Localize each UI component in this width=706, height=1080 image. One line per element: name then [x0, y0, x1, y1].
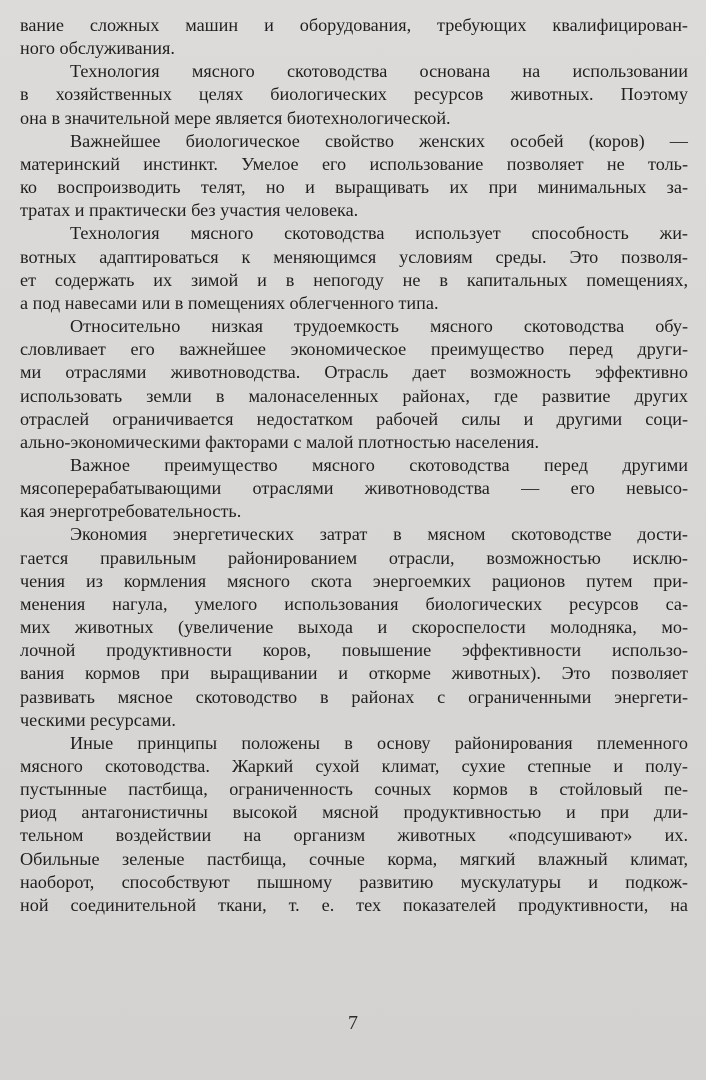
text-line: она в значительной мере является биотехнологической.	[20, 107, 451, 128]
paragraph	[20, 732, 688, 917]
text-line: использовать земли в малонаселенных районах, где развитие других	[20, 385, 688, 406]
text-line: Технология мясного скотоводства основана на использовании	[70, 61, 688, 82]
text-line: ко воспроизводить телят, но и выращивать их при минимальных за-	[20, 177, 688, 198]
text-line: Относительно низкая трудоемкость мясного скотоводства обу-	[70, 316, 688, 337]
body-text	[20, 14, 688, 917]
text-line: в хозяйственных целях биологических ресурсов животных. Поэтому	[20, 84, 688, 105]
text-line: Важное преимущество мясного скотоводства перед другими	[70, 454, 688, 475]
text-line: ного обслуживания.	[20, 38, 175, 59]
text-line: кая энерготребовательность.	[20, 501, 242, 522]
text-line: тельном воздействии на организм животных «подсушивают» их.	[20, 825, 688, 846]
paragraph	[20, 130, 688, 223]
paragraph	[20, 60, 688, 129]
text-line: Важнейшее биологическое свойство женских особей (коров) —	[70, 130, 688, 151]
text-line: пустынные пастбища, ограниченность сочных кормов в стойловый пе-	[20, 779, 688, 800]
text-line: развивать мясное скотоводство в районах с ограниченными энергети-	[20, 686, 688, 707]
text-line: Технология мясного скотоводства использует способность жи-	[70, 223, 688, 244]
text-line: отраслей ограничивается недостатком рабочей силы и другими соци-	[20, 408, 688, 429]
text-line: Иные принципы положены в основу районирования племенного	[70, 732, 688, 753]
text-line: лочной продуктивности коров, повышение эффективности использо-	[20, 640, 688, 661]
text-line: наоборот, способствуют пышному развитию мускулатуры и подкож-	[20, 871, 688, 892]
text-line: тратах и практически без участия человека.	[20, 200, 359, 221]
text-line: чения из кормления мясного скота энергоемких рационов путем при-	[20, 570, 688, 591]
paragraph	[20, 523, 688, 731]
text-line: гается правильным районированием отрасли, возможностью исклю-	[20, 547, 688, 568]
text-line: вотных адаптироваться к меняющимся условиям среды. Это позволя-	[20, 246, 688, 267]
text-line: ально-экономическими факторами с малой плотностью населения.	[20, 431, 540, 452]
text-line: Обильные зеленые пастбища, сочные корма, мягкий влажный климат,	[20, 848, 688, 869]
text-line: риод антагонистичны высокой мясной продуктивностью и при дли-	[20, 802, 688, 823]
text-line: мих животных (увеличение выхода и скороспелости молодняка, мо-	[20, 617, 688, 638]
paragraph	[20, 222, 688, 315]
text-line: мясоперерабатывающими отраслями животноводства — его невысо-	[20, 478, 688, 499]
text-line: ми отраслями животноводства. Отрасль дает возможность эффективно	[20, 362, 688, 383]
text-line: мясного скотоводства. Жаркий сухой климат, сухие степные и полу-	[20, 756, 688, 776]
text-line: ческими ресурсами.	[20, 709, 176, 730]
text-line: ет содержать их зимой и в непогоду не в капитальных помещениях,	[20, 269, 688, 290]
text-line: а под навесами или в помещениях облегченного типа.	[20, 292, 439, 313]
text-line: материнский инстинкт. Умелое его использование позволяет не толь-	[20, 153, 688, 174]
paragraph	[20, 454, 688, 523]
text-line: вания кормов при выращивании и откорме животных). Это позволяет	[20, 663, 688, 684]
text-line: менения нагула, умелого использования биологических ресурсов са-	[20, 593, 688, 614]
paragraph	[20, 14, 688, 60]
text-line: вание сложных машин и оборудования, требующих квалифицирован-	[20, 15, 688, 35]
paragraph	[20, 315, 688, 454]
page-number: 7	[348, 1012, 358, 1034]
text-line: ной соединительной ткани, т. е. тех показателей продуктивности, на	[20, 894, 688, 915]
text-line: Экономия энергетических затрат в мясном скотоводстве дости-	[70, 524, 688, 545]
text-line: словливает его важнейшее экономическое преимущество перед други-	[20, 339, 688, 360]
